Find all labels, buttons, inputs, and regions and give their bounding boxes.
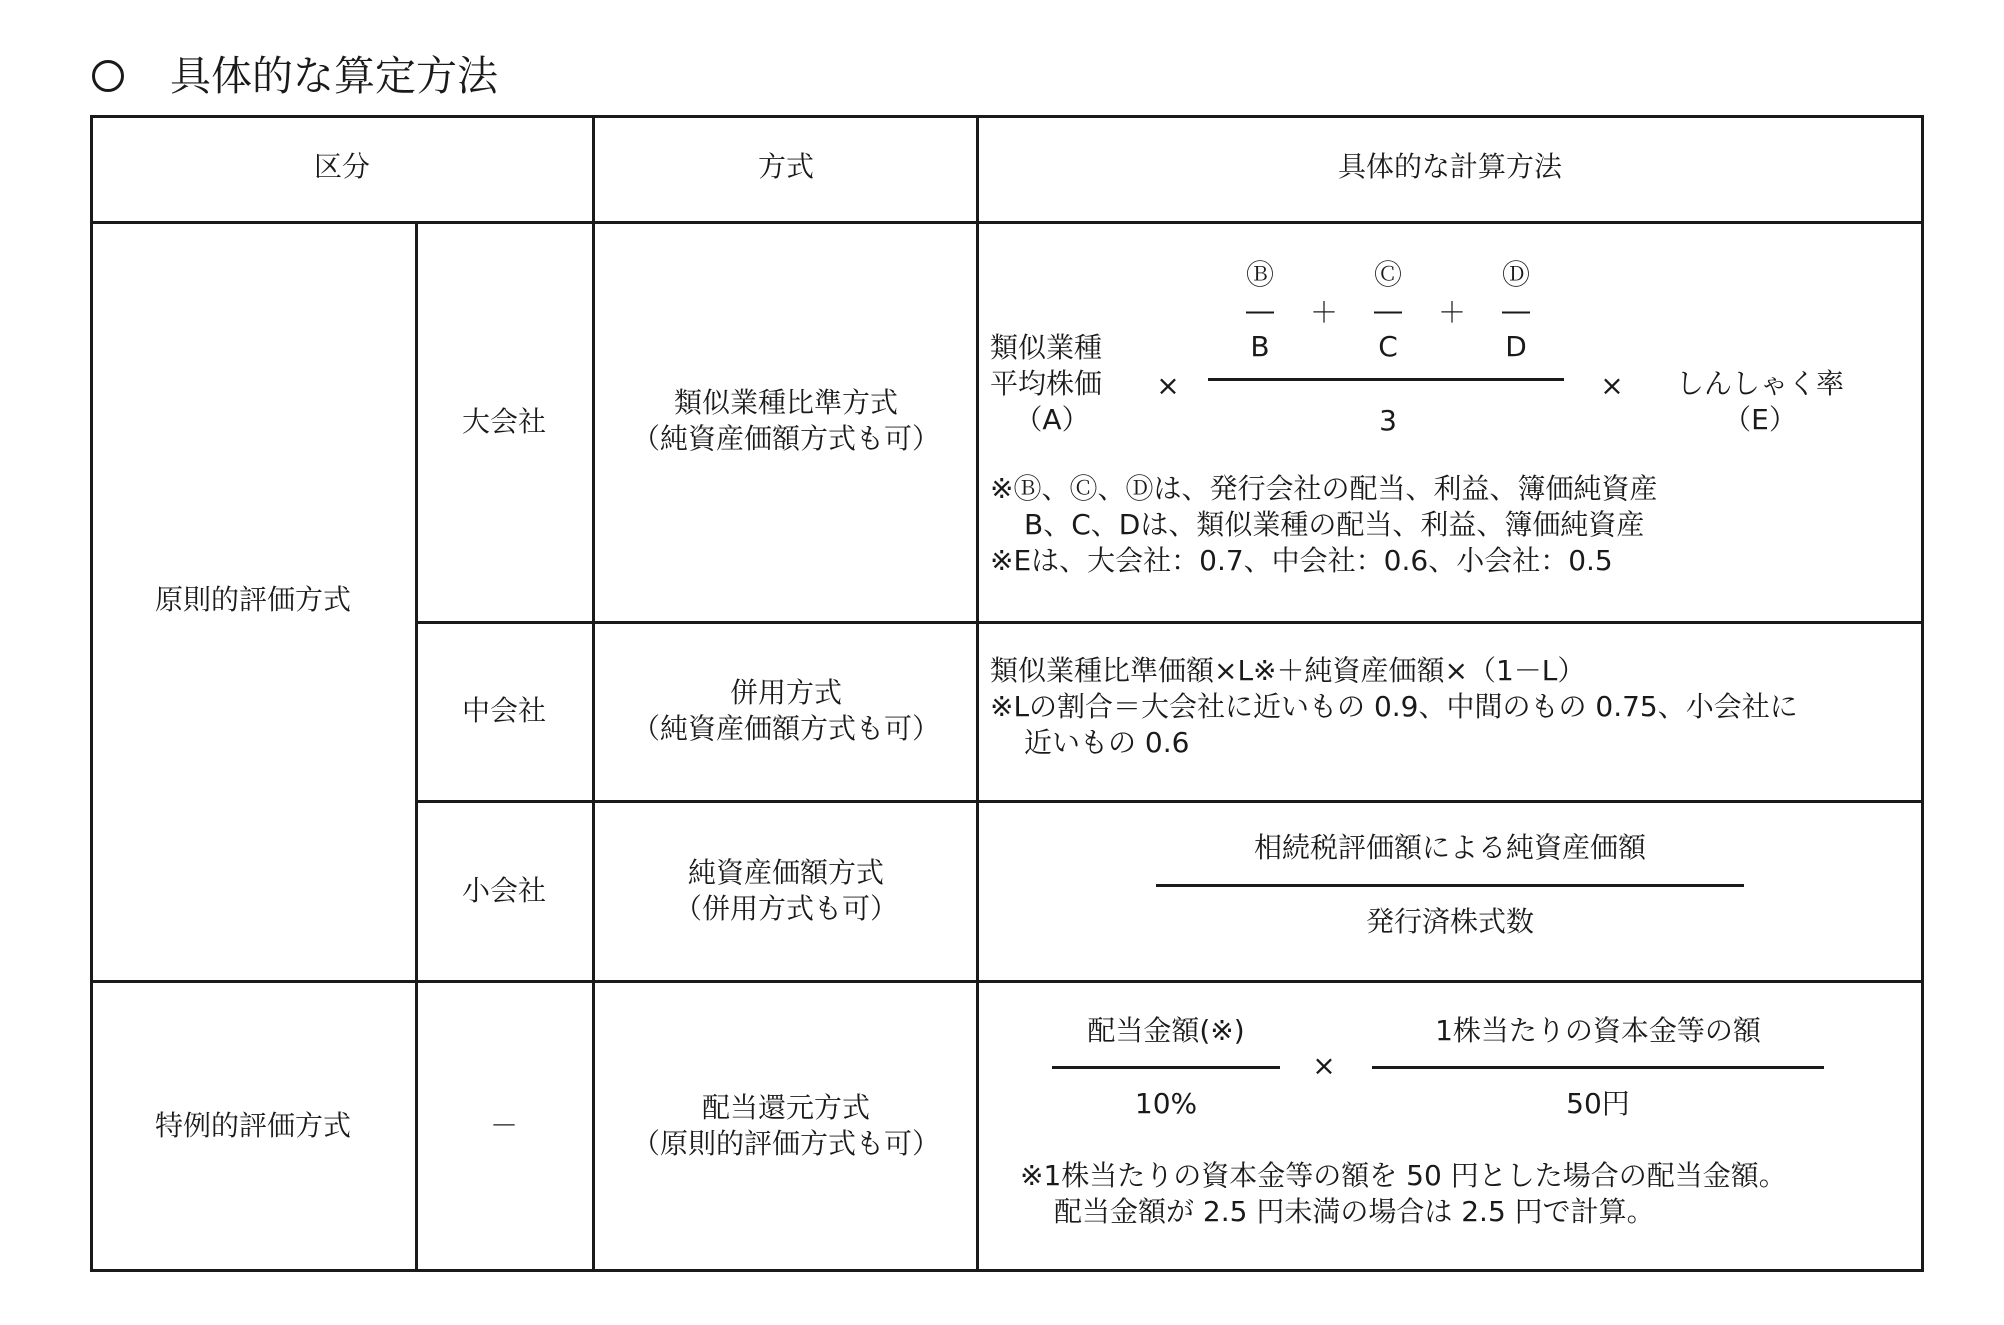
large-note-2: B、C、Dは、類似業種の配当、利益、簿価純資産 [1024, 508, 1645, 541]
dividend-fraction2-denominator: 50円 [1566, 1087, 1630, 1120]
formula-plus-2: ＋ [1437, 296, 1467, 329]
dividend-fraction2-numerator: 1株当たりの資本金等の額 [1435, 1014, 1761, 1047]
section-heading [88, 48, 498, 104]
formula-d-top: Ⓓ [1501, 258, 1531, 291]
formula-c-bottom: C [1378, 330, 1398, 363]
small-method-line2: （併用方式も可） [673, 892, 899, 925]
net-asset-numerator: 相続税評価額による純資産価額 [1253, 831, 1647, 864]
dividend-fraction1-numerator: 配当金額(※) [1087, 1014, 1245, 1047]
large-company-label: 大会社 [461, 405, 547, 438]
medium-method-line2: （純資産価額方式も可） [631, 712, 941, 745]
formula-d-bottom: D [1505, 330, 1527, 363]
formula-d-bar: ― [1502, 294, 1530, 327]
large-method-line2: （純資産価額方式も可） [631, 422, 941, 455]
formula-fraction-bar [1208, 378, 1564, 381]
special-method-label: 特例的評価方式 [154, 1109, 352, 1142]
general-method-label: 原則的評価方式 [154, 583, 352, 616]
table-border-left [90, 115, 93, 1272]
heading-text: 具体的な算定方法 [170, 52, 498, 100]
circle-bullet-icon [92, 60, 124, 92]
formula-denominator: 3 [1379, 404, 1397, 437]
dividend-fraction1-denominator: 10% [1134, 1087, 1198, 1120]
formula-c-top: Ⓒ [1373, 258, 1403, 291]
formula-times-1: × [1156, 369, 1180, 402]
row-divider-medium-small [415, 800, 1924, 803]
small-company-label: 小会社 [461, 874, 547, 907]
col-divider-method [592, 115, 595, 1272]
row-divider-general-special [90, 980, 1924, 983]
formula-c-bar: ― [1374, 294, 1402, 327]
header-category: 区分 [313, 150, 371, 183]
formula-b-bar: ― [1246, 294, 1274, 327]
dividend-fraction2-bar [1372, 1066, 1824, 1069]
formula-b-top: Ⓑ [1245, 258, 1275, 291]
valuation-methods-table [90, 115, 1924, 1272]
table-border-right [1921, 115, 1924, 1272]
net-asset-denominator: 発行済株式数 [1365, 905, 1535, 938]
medium-calc-line3: 近いもの 0.6 [1024, 726, 1190, 759]
medium-calc-line1: 類似業種比準価額×L※＋純資産価額×（1－L） [990, 654, 1586, 687]
table-border-top [90, 115, 1924, 118]
formula-left-line1: 類似業種 [990, 331, 1103, 364]
net-asset-fraction-bar [1156, 884, 1744, 887]
col-divider-calc [976, 115, 979, 1272]
medium-company-label: 中会社 [461, 694, 547, 727]
formula-left-line3: （A） [1014, 403, 1090, 436]
special-size-dash: － [489, 1109, 519, 1142]
large-method-line1: 類似業種比準方式 [673, 386, 899, 419]
special-method-line1: 配当還元方式 [701, 1091, 871, 1124]
medium-method-line1: 併用方式 [729, 676, 843, 709]
formula-right-line2: （E） [1723, 403, 1797, 436]
header-calculation: 具体的な計算方法 [1337, 150, 1563, 183]
small-method-line1: 純資産価額方式 [687, 856, 885, 889]
col-divider-size [415, 222, 418, 1272]
row-divider-large-medium [415, 621, 1924, 624]
header-divider [90, 221, 1924, 224]
dividend-fraction1-bar [1052, 1066, 1280, 1069]
dividend-times: × [1312, 1049, 1336, 1082]
large-note-3: ※Eは、大会社：0.7、中会社：0.6、小会社：0.5 [990, 544, 1613, 577]
formula-plus-1: ＋ [1309, 296, 1339, 329]
formula-left-line2: 平均株価 [990, 367, 1103, 400]
medium-calc-line2: ※Lの割合＝大会社に近いもの 0.9、中間のもの 0.75、小会社に [990, 690, 1798, 723]
header-method: 方式 [757, 150, 815, 183]
special-method-line2: （原則的評価方式も可） [631, 1127, 941, 1160]
table-border-bottom [90, 1269, 1924, 1272]
special-note-2: 配当金額が 2.5 円未満の場合は 2.5 円で計算。 [1054, 1195, 1655, 1228]
formula-right-line1: しんしゃく率 [1675, 367, 1845, 400]
formula-times-2: × [1600, 369, 1624, 402]
formula-b-bottom: B [1250, 330, 1270, 363]
large-note-1: ※Ⓑ、Ⓒ、Ⓓは、発行会社の配当、利益、簿価純資産 [990, 472, 1658, 505]
special-note-1: ※1株当たりの資本金等の額を 50 円とした場合の配当金額。 [1020, 1159, 1787, 1192]
